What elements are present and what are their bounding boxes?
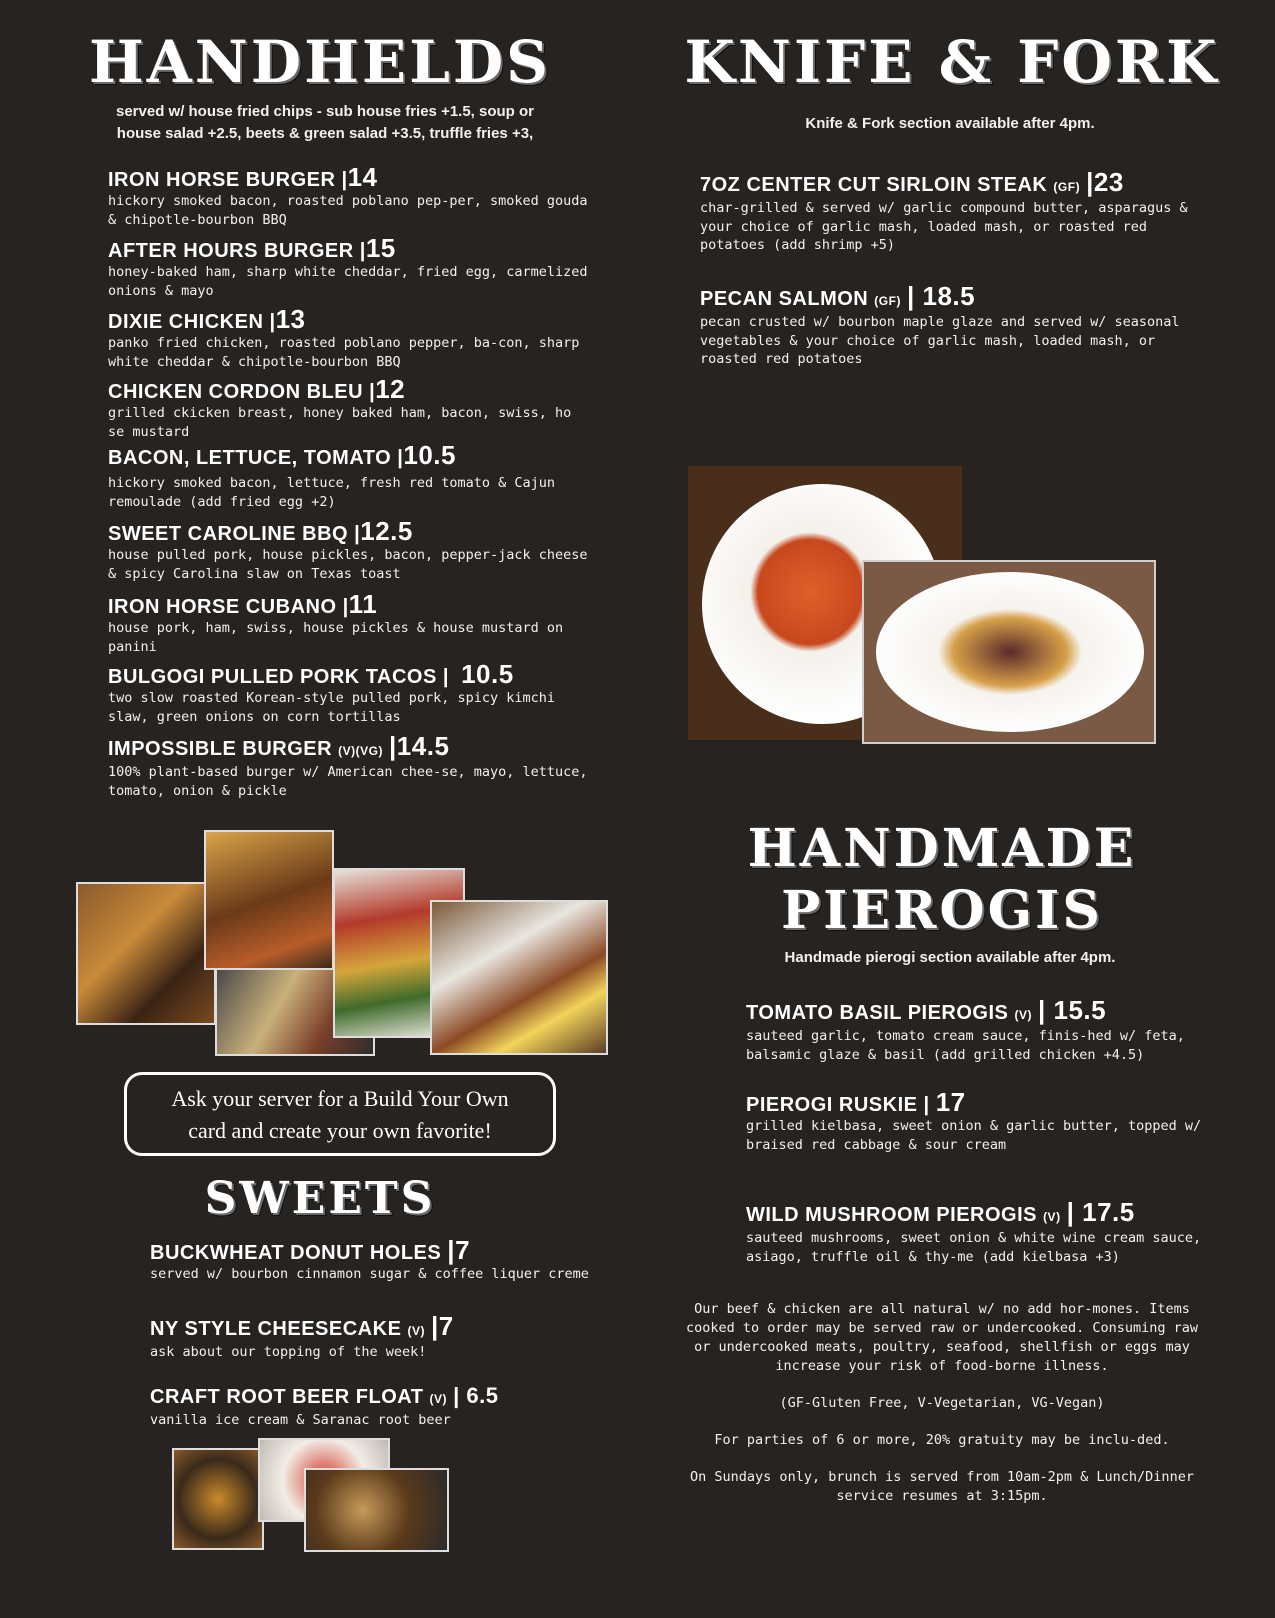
pierogis-heading-line-2: PIEROGIS xyxy=(781,880,1103,941)
handhelds-list xyxy=(108,162,588,804)
item-tag: (V) xyxy=(407,1324,425,1338)
knife-fork-heading: KNIFE & FORK xyxy=(684,28,1220,96)
build-your-own-callout xyxy=(124,1072,556,1156)
item-title xyxy=(746,995,1206,1027)
item-description: sauteed garlic, tomato cream sauce, finis-hed w/ feta, balsamic glaze & basil (add grilled chicken +4.5) xyxy=(746,1028,1185,1063)
handhelds-subtitle-line-2: house salad +2.5, beets & green salad +3.5, truffle fries +3, xyxy=(116,125,534,142)
allergy-disclaimer: Our beef & chicken are all natural w/ no add hor-mones. Items cooked to order may be served raw or undercooked. Consuming raw or undercooked meats, poultry, seafood, shellfish or eggs may increase your risk of food-borne illness. xyxy=(685,1301,1199,1374)
item-description: hickory smoked bacon, roasted poblano pep-per, smoked gouda & chipotle-bourbon BBQ xyxy=(108,193,588,228)
item-price: 17 xyxy=(935,1087,966,1117)
item-name: DIXIE CHICKEN | xyxy=(108,311,276,333)
item-title xyxy=(700,167,1210,199)
item-price: | 18.5 xyxy=(907,281,976,311)
egg-burger-photo xyxy=(430,900,608,1055)
item-price: |23 xyxy=(1086,167,1124,197)
handhelds-subtitle xyxy=(80,101,570,145)
item-description: house pulled pork, house pickles, bacon, pepper-jack cheese & spicy Carolina slaw on Texas toast xyxy=(108,547,588,582)
callout-line-2: card and create your own favorite! xyxy=(188,1118,492,1143)
item-tag: (V) xyxy=(429,1392,448,1406)
menu-item xyxy=(108,162,588,236)
item-name: IMPOSSIBLE BURGER xyxy=(108,738,333,760)
item-tag: (GF) xyxy=(1053,180,1081,194)
item-title xyxy=(746,1197,1206,1229)
menu-item xyxy=(108,731,588,804)
item-name: CHICKEN CORDON BLEU | xyxy=(108,381,376,403)
item-name: IRON HORSE CUBANO | xyxy=(108,596,349,618)
item-price: 14 xyxy=(347,162,378,192)
item-name: CRAFT ROOT BEER FLOAT xyxy=(150,1386,424,1408)
menu-item xyxy=(150,1235,590,1314)
item-name: 7OZ CENTER CUT SIRLOIN STEAK xyxy=(700,174,1048,196)
item-tag: (GF) xyxy=(874,294,901,308)
item-tag: (V) xyxy=(1043,1210,1061,1224)
pierogis-list xyxy=(746,995,1206,1266)
item-price: 11 xyxy=(348,589,378,619)
menu-item xyxy=(746,995,1206,1090)
gratuity-note: For parties of 6 or more, 20% gratuity may be inclu-ded. xyxy=(714,1432,1170,1448)
sunday-note: On Sundays only, brunch is served from 10am-2pm & Lunch/Dinner service resumes at 3:15pm. xyxy=(690,1469,1194,1504)
item-title xyxy=(108,304,588,334)
item-title xyxy=(150,1235,590,1265)
item-title xyxy=(108,162,588,192)
pierogis-subtitle: Handmade pierogi section available after 4pm. xyxy=(784,949,1116,966)
menu-item xyxy=(700,281,1210,369)
cheesecake-photo xyxy=(172,1448,264,1550)
knife-fork-list xyxy=(700,167,1210,369)
item-title xyxy=(108,374,588,404)
item-description: two slow roasted Korean-style pulled pork, spicy kimchi slaw, green onions on corn tortillas xyxy=(108,690,556,725)
menu-item xyxy=(108,233,588,307)
menu-item xyxy=(108,440,588,519)
item-name: PECAN SALMON xyxy=(700,288,869,310)
item-name: BACON, LETTUCE, TOMATO | xyxy=(108,447,404,469)
item-name: IRON HORSE BURGER | xyxy=(108,169,348,191)
dietary-legend: (GF-Gluten Free, V-Vegetarian, VG-Vegan) xyxy=(779,1395,1105,1411)
item-title xyxy=(108,233,588,263)
sweets-list xyxy=(150,1235,590,1444)
item-price: 12.5 xyxy=(360,516,413,546)
item-description: sauteed mushrooms, sweet onion & white wine cream sauce, asiago, truffle oil & thy-me (add kielbasa +3) xyxy=(746,1230,1202,1265)
sandwich-photo xyxy=(204,830,334,970)
menu-item xyxy=(746,1197,1206,1266)
item-name: AFTER HOURS BURGER | xyxy=(108,240,366,262)
burger-photo xyxy=(76,882,216,1025)
item-price: 12 xyxy=(375,374,406,404)
item-title xyxy=(150,1384,590,1411)
menu-item xyxy=(108,659,588,734)
menu-item xyxy=(108,589,588,662)
item-price: |7 xyxy=(447,1235,471,1265)
item-name: TOMATO BASIL PIEROGIS xyxy=(746,1002,1009,1024)
item-tag: (V)(VG) xyxy=(338,744,383,758)
item-price: 15 xyxy=(365,233,396,263)
notes-section xyxy=(684,1300,1200,1506)
item-name: PIEROGI RUSKIE | xyxy=(746,1094,930,1116)
item-title xyxy=(108,731,588,763)
item-tag: (V) xyxy=(1014,1008,1032,1022)
menu-item xyxy=(700,167,1210,284)
pierogi-plate-photo xyxy=(862,560,1156,744)
item-price: 10.5 xyxy=(461,659,514,689)
callout-line-1: Ask your server for a Build Your Own xyxy=(171,1086,509,1111)
item-name: NY STYLE CHEESECAKE xyxy=(150,1318,402,1340)
item-price: | 15.5 xyxy=(1038,995,1107,1025)
handhelds-subtitle-line-1: served w/ house fried chips - sub house fries +1.5, soup or xyxy=(115,103,535,120)
item-price: 13 xyxy=(275,304,306,334)
item-description: char-grilled & served w/ garlic compound butter, asparagus & your choice of garlic mash, loaded mash, or roasted red potatoes (add shrimp +5) xyxy=(700,200,1188,253)
sweets-heading: SWEETS xyxy=(204,1173,436,1224)
pierogis-heading xyxy=(722,818,1162,942)
item-description: honey-baked ham, sharp white cheddar, fried egg, carmelized onions & mayo xyxy=(108,264,588,299)
item-description: ask about our topping of the week! xyxy=(150,1344,427,1360)
item-price: 10.5 xyxy=(403,440,456,470)
item-description: grilled ckicken breast, honey baked ham, bacon, swiss, ho se mustard xyxy=(108,405,572,440)
menu-item xyxy=(150,1384,590,1444)
item-price: | 17.5 xyxy=(1066,1197,1135,1227)
item-name: SWEET CAROLINE BBQ | xyxy=(108,523,361,545)
item-title xyxy=(700,281,1210,313)
menu-item xyxy=(108,516,588,592)
item-title xyxy=(108,659,588,689)
item-description: grilled kielbasa, sweet onion & garlic butter, topped w/ braised red cabbage & sour cream xyxy=(746,1118,1202,1153)
item-description: panko fried chicken, roasted poblano pepper, ba-con, sharp white cheddar & chipotle-bourbon BBQ xyxy=(108,335,580,370)
item-title xyxy=(746,1087,1206,1117)
item-description: house pork, ham, swiss, house pickles & house mustard on panini xyxy=(108,620,564,655)
item-title xyxy=(108,516,588,546)
menu-item xyxy=(150,1311,590,1384)
knife-fork-subtitle: Knife & Fork section available after 4pm. xyxy=(805,115,1095,132)
pierogis-heading-line-1: HANDMADE xyxy=(747,818,1137,879)
item-title xyxy=(150,1311,590,1343)
item-title xyxy=(108,440,588,470)
item-name: BUCKWHEAT DONUT HOLES xyxy=(150,1242,442,1264)
item-description: vanilla ice cream & Saranac root beer xyxy=(150,1412,451,1428)
item-description: hickory smoked bacon, lettuce, fresh red tomato & Cajun remoulade (add fried egg +2) xyxy=(108,475,556,510)
menu-item xyxy=(108,374,588,443)
item-price: |14.5 xyxy=(389,731,450,761)
item-description: pecan crusted w/ bourbon maple glaze and served w/ seasonal vegetables & your choice of garlic mash, loaded mash, or roasted red potatoes xyxy=(700,314,1180,367)
item-description: served w/ bourbon cinnamon sugar & coffee liquer creme xyxy=(150,1266,589,1282)
item-price: |7 xyxy=(431,1311,454,1341)
item-name: BULGOGI PULLED PORK TACOS | xyxy=(108,666,449,688)
handhelds-heading: HANDHELDS xyxy=(88,28,552,96)
menu-item xyxy=(108,304,588,377)
donut-holes-photo xyxy=(304,1468,449,1552)
menu-item xyxy=(746,1087,1206,1200)
item-price: | 6.5 xyxy=(453,1383,499,1408)
item-title xyxy=(108,589,588,619)
item-description: 100% plant-based burger w/ American chee-se, mayo, lettuce, tomato, onion & pickle xyxy=(108,764,588,799)
item-name: WILD MUSHROOM PIEROGIS xyxy=(746,1204,1037,1226)
